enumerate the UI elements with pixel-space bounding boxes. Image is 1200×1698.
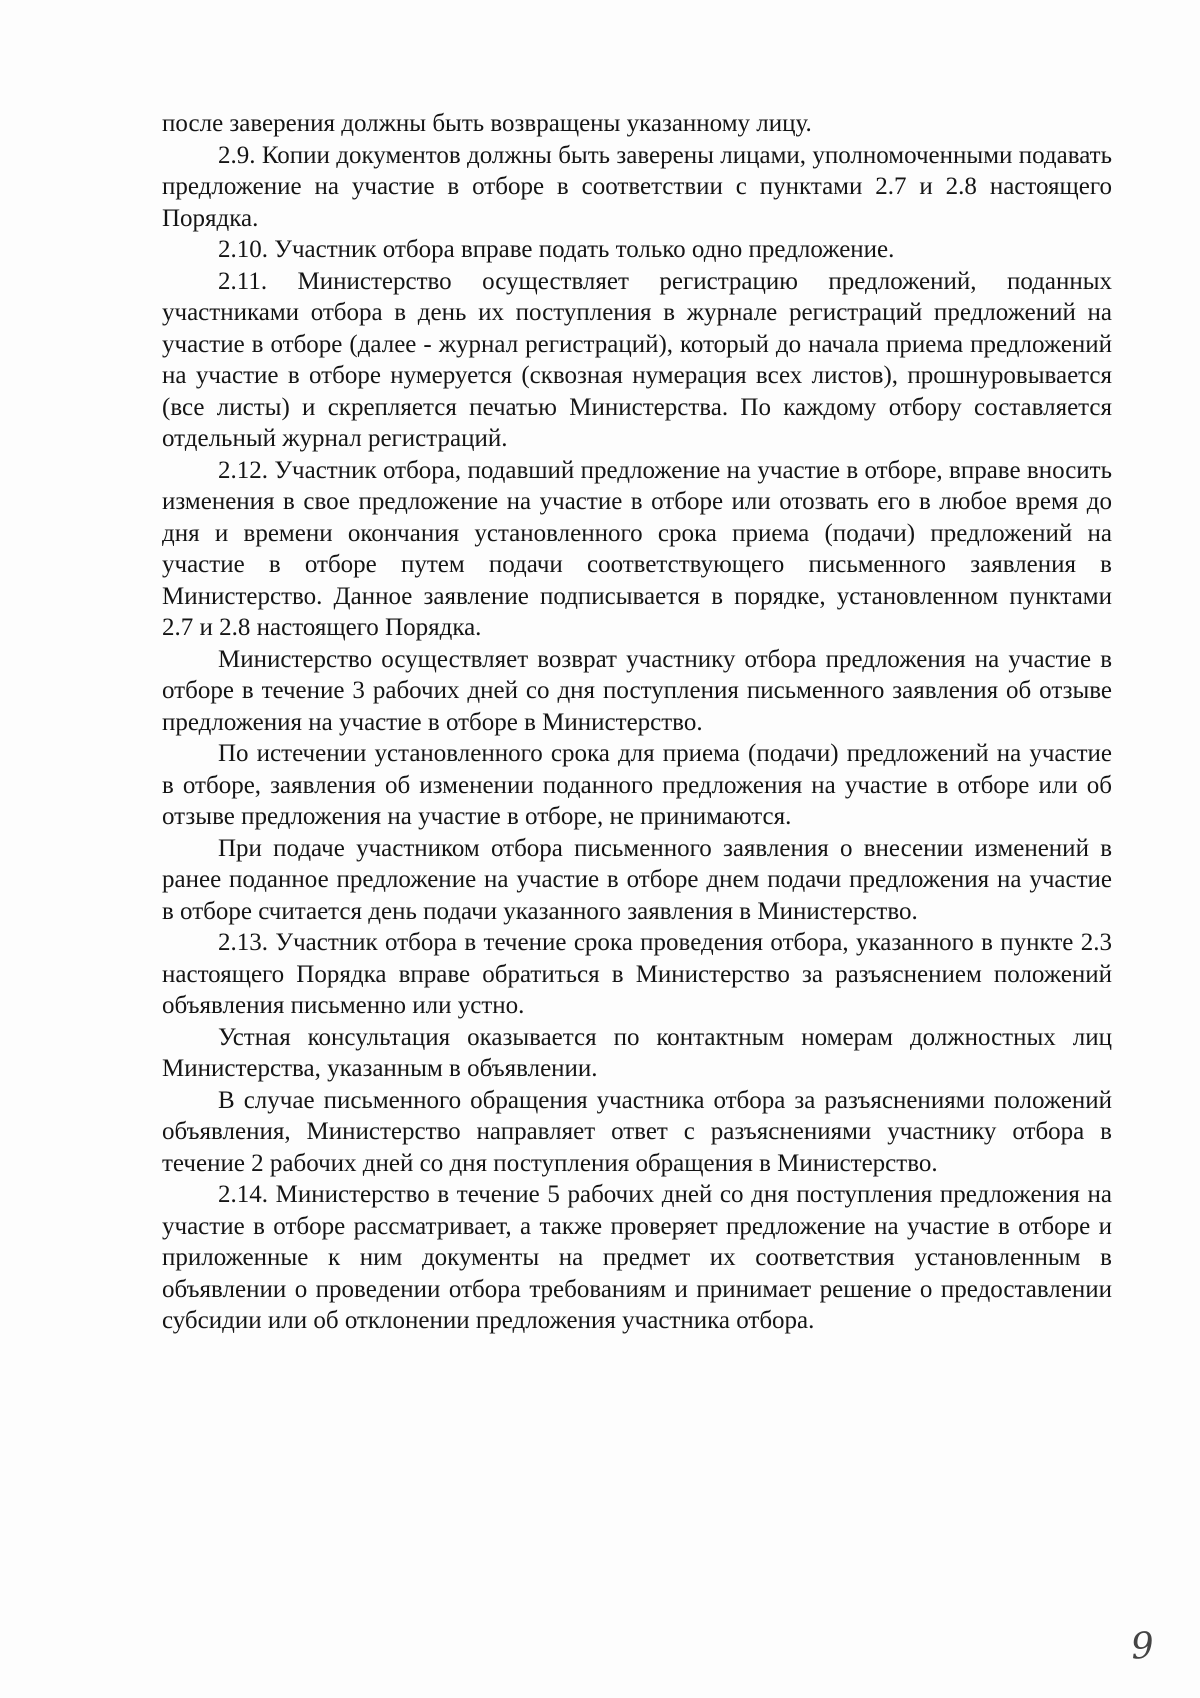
- paragraph-2-9: 2.9. Копии документов должны быть заверены лицами, уполномоченными подавать предложение на участие в отборе в соответствии с пунктами 2.7 и 2.8 настоящего Порядка.: [162, 141, 1112, 232]
- paragraph-return: Министерство осуществляет возврат участнику отбора предложения на участие в отборе в течение 3 рабочих дней со дня поступления письменного заявления об отзыве предложения на участие в отборе в Министерство.: [162, 645, 1112, 736]
- paragraph-2-11: 2.11. Министерство осуществляет регистрацию предложений, поданных участниками отбора в день их поступления в журнале регистраций предложений на участие в отборе (далее - журнал регистраций), который до начала приема предложений на участие в отборе нумеруется (сквозная нумерация всех листов), прошнуровывается (все листы) и скрепляется печатью Министерства. По каждому отбору составляется отдельный журнал регистраций.: [162, 267, 1112, 452]
- paragraph-2-13: 2.13. Участник отбора в течение срока проведения отбора, указанного в пункте 2.3 настоящего Порядка вправе обратиться в Министерство за разъяснением положений объявления письменно или устно.: [162, 929, 1112, 1019]
- paragraph-oral-consultation: Устная консультация оказывается по контактным номерам должностных лиц Министерства, указанным в объявлении.: [162, 1023, 1112, 1082]
- paragraph-changes: При подаче участником отбора письменного заявления о внесении изменений в ранее поданное предложение на участие в отборе днем подачи предложения на участие в отборе считается день подачи указанного заявления в Министерство.: [162, 834, 1112, 925]
- paragraph-2-14: 2.14. Министерство в течение 5 рабочих дней со дня поступления предложения на участие в отборе рассматривает, а также проверяет предложение на участие в отборе и приложенные к ним документы на предмет их соответствия установленным в объявлении о проведении отбора требованиям и принимает решение о предоставлении субсидии или об отклонении предложения участника отбора.: [162, 1181, 1112, 1334]
- document-body: [162, 108, 1112, 1337]
- page-number: 9: [1129, 1625, 1156, 1668]
- paragraph-2-12: 2.12. Участник отбора, подавший предложение на участие в отборе, вправе вносить изменения в свое предложение на участие в отборе или отозвать его в любое время до дня и времени окончания установленного срока приема (подачи) предложений на участие в отборе путем подачи соответствующего письменного заявления в Министерство. Данное заявление подписывается в порядке, установленном пунктами 2.7 и 2.8 настоящего Порядка.: [162, 456, 1112, 641]
- paragraph-continuation: после заверения должны быть возвращены указанному лицу.: [162, 110, 812, 137]
- paragraph-deadline: По истечении установленного срока для приема (подачи) предложений на участие в отборе, заявления об изменении поданного предложения на участие в отборе или об отзыве предложения на участие в отборе, не принимаются.: [162, 740, 1112, 830]
- paragraph-2-10: 2.10. Участник отбора вправе подать только одно предложение.: [218, 236, 895, 263]
- paragraph-written-request: В случае письменного обращения участника отбора за разъяснениями положений объявления, Министерство направляет ответ с разъяснениями участнику отбора в течение 2 рабочих дней со дня поступления обращения в Министерство.: [162, 1086, 1112, 1177]
